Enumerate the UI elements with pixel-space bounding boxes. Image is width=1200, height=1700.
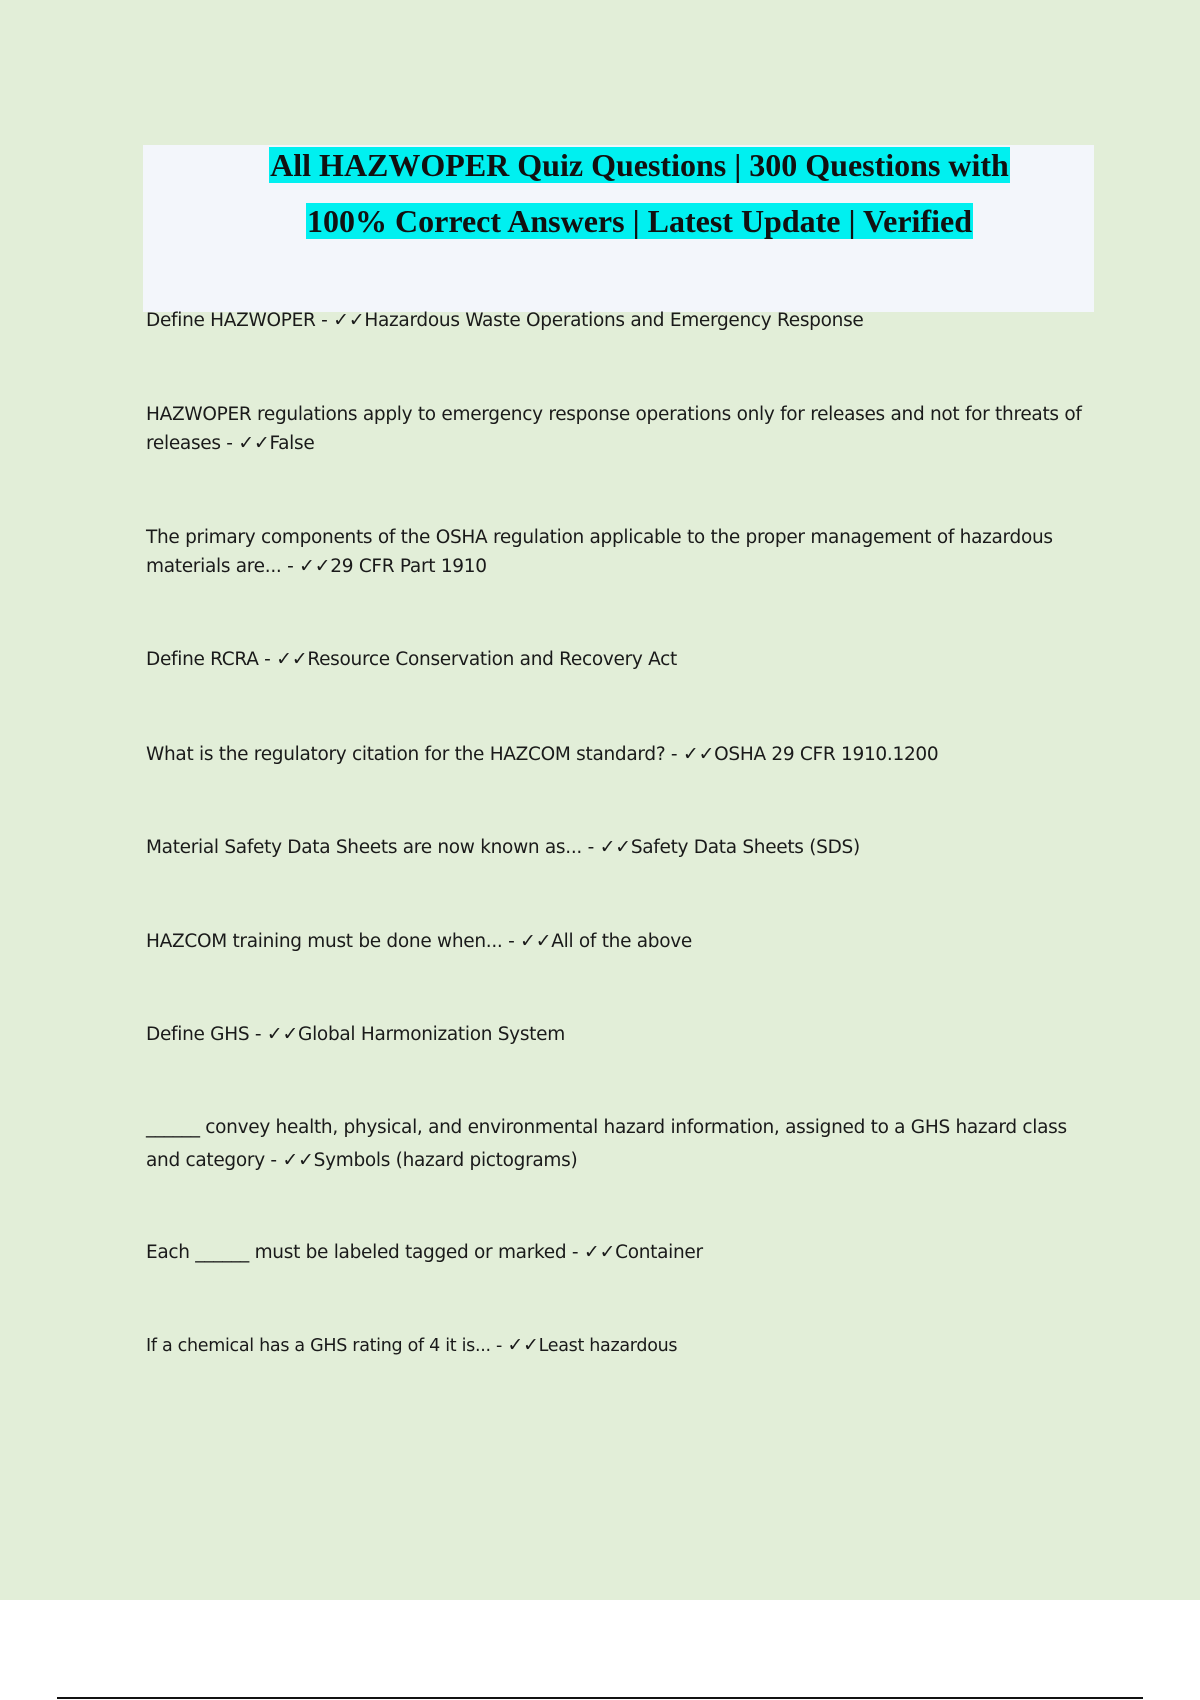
answer-text: All of the above <box>551 931 692 952</box>
qa-item <box>146 1020 1096 1049</box>
double-check-icon: ✓✓ <box>583 1241 616 1263</box>
answer-text: Least hazardous <box>538 1336 678 1356</box>
answer-text: Global Harmonization System <box>298 1024 565 1045</box>
qa-item <box>146 306 1096 335</box>
title-line-1 <box>143 145 1094 185</box>
title-block <box>143 145 1094 312</box>
qa-item <box>146 645 1096 674</box>
answer-text: Resource Conservation and Recovery Act <box>307 649 677 670</box>
question-text: Define HAZWOPER - <box>146 310 334 331</box>
footer-divider <box>57 1697 1143 1699</box>
double-check-icon: ✓✓ <box>599 836 631 858</box>
qa-item <box>146 1112 1096 1177</box>
question-text: If a chemical has a GHS rating of 4 it is... - <box>146 1336 508 1356</box>
double-check-icon: ✓✓ <box>276 648 308 670</box>
answer-text: Safety Data Sheets (SDS) <box>630 837 860 858</box>
answer-text: False <box>269 433 315 454</box>
answer-text: Hazardous Waste Operations and Emergency Response <box>364 310 864 331</box>
double-check-icon: ✓✓ <box>299 555 331 577</box>
question-text: Material Safety Data Sheets are now known as... - <box>146 837 600 858</box>
qa-item <box>146 523 1096 581</box>
double-check-icon: ✓✓ <box>282 1149 314 1171</box>
double-check-icon: ✓✓ <box>333 309 365 331</box>
question-text: HAZWOPER regulations apply to emergency response operations only for releases and not for threats of releases - <box>146 404 1082 454</box>
question-text: HAZCOM training must be done when... - <box>146 931 521 952</box>
qa-item <box>146 400 1096 458</box>
qa-item <box>146 740 1096 769</box>
answer-text: Symbols (hazard pictograms) <box>313 1150 578 1171</box>
double-check-icon: ✓✓ <box>238 432 270 454</box>
title-line-2-text: 100% Correct Answers | Latest Update | Verified <box>307 203 972 239</box>
double-check-icon: ✓✓ <box>266 1023 299 1045</box>
question-text: ______ convey health, physical, and environmental hazard information, assigned to a GHS hazard class and category - <box>146 1117 1067 1171</box>
qa-item <box>146 1238 1096 1267</box>
question-text: Define GHS - <box>146 1024 267 1045</box>
qa-item <box>146 1331 1096 1361</box>
title-line-2 <box>143 201 1094 241</box>
double-check-icon: ✓✓ <box>682 743 715 765</box>
answer-text: 29 CFR Part 1910 <box>330 556 487 577</box>
qa-item <box>146 927 1096 956</box>
answer-text: OSHA 29 CFR 1910.1200 <box>714 744 939 765</box>
question-text: Define RCRA - <box>146 649 277 670</box>
question-text: What is the regulatory citation for the HAZCOM standard? - <box>146 744 683 765</box>
double-check-icon: ✓✓ <box>520 930 552 952</box>
question-text: Each ______ must be labeled tagged or marked - <box>146 1242 584 1263</box>
question-text: The primary components of the OSHA regulation applicable to the proper management of hazardous materials are... - <box>146 527 1053 577</box>
qa-item <box>146 833 1096 862</box>
answer-text: Container <box>615 1242 703 1263</box>
title-line-1-text: All HAZWOPER Quiz Questions | 300 Questions with <box>270 147 1009 183</box>
double-check-icon: ✓✓ <box>507 1334 539 1356</box>
